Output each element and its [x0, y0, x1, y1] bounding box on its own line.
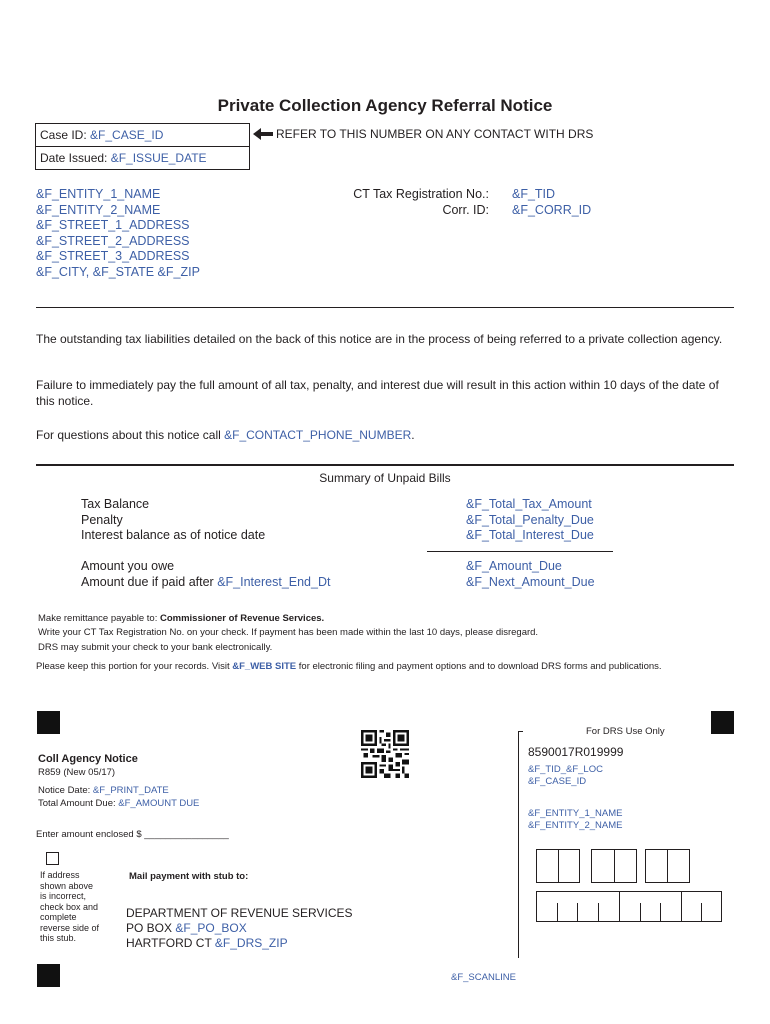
- address-line: &F_ENTITY_1_NAME: [36, 187, 161, 201]
- penalty-value: &F_Total_Penalty_Due: [466, 512, 594, 527]
- stub-entity: [528, 808, 623, 832]
- remit-prefix: Make remittance payable to:: [38, 613, 160, 624]
- remit-line-4: [36, 661, 662, 673]
- tax-reg-value: &F_TID: [512, 187, 556, 201]
- digit-divider: [660, 903, 661, 922]
- total-due-label: Total Amount Due:: [38, 798, 119, 809]
- dept-name: DEPARTMENT OF REVENUE SERVICES: [126, 906, 353, 920]
- qr-code-icon: [361, 730, 409, 778]
- address-block: [36, 187, 200, 280]
- amount-due-value: &F_Amount_Due: [466, 559, 562, 573]
- amount-owe-label: Amount you owe: [81, 559, 175, 573]
- notice-date-label: Notice Date:: [38, 785, 93, 796]
- paragraph-questions: [36, 428, 415, 443]
- digit-divider: [640, 903, 641, 922]
- scanline: &F_SCANLINE: [451, 972, 516, 983]
- summary-values: [466, 497, 594, 544]
- contact-phone: &F_CONTACT_PHONE_NUMBER: [224, 428, 412, 442]
- stub-entity-2: &F_ENTITY_2_NAME: [528, 820, 623, 831]
- case-id-label: Case ID:: [40, 128, 91, 142]
- questions-period: .: [411, 428, 415, 442]
- mail-label: Mail payment with stub to:: [129, 871, 249, 882]
- date-issued-value: &F_ISSUE_DATE: [110, 151, 207, 165]
- drs-use-border: [518, 731, 519, 958]
- drs-use-border-top: [518, 731, 523, 732]
- address-line: &F_STREET_1_ADDRESS: [36, 218, 190, 232]
- digit-divider: [598, 903, 599, 922]
- tax-amount-value: &F_Total_Tax_Amount: [466, 497, 592, 511]
- summary-amount-values: [466, 559, 595, 590]
- tax-reg-label: CT Tax Registration No.:: [353, 187, 489, 201]
- summary-subtotal-line: [427, 551, 613, 552]
- notice-date-line: [38, 785, 169, 797]
- case-id-value: &F_CASE_ID: [90, 128, 164, 142]
- registration-values: [512, 187, 591, 218]
- remit-line-1: [38, 613, 324, 625]
- address-line: &F_STREET_3_ADDRESS: [36, 249, 190, 263]
- stub-title: Coll Agency Notice: [38, 753, 138, 765]
- case-id-box: [35, 123, 250, 147]
- amount-after-label: Amount due if paid after: [81, 574, 218, 589]
- page-title: Private Collection Agency Referral Notice: [217, 96, 553, 115]
- digit-divider: [667, 849, 668, 883]
- summary-divider: [36, 464, 734, 466]
- refer-note: REFER TO THIS NUMBER ON ANY CONTACT WITH DRS: [276, 127, 594, 141]
- tax-balance-label: Tax Balance: [81, 497, 150, 511]
- remit-payee: Commissioner of Revenue Services.: [159, 613, 325, 624]
- interest-label: Interest balance as of notice date: [81, 528, 266, 542]
- digit-divider: [681, 891, 682, 922]
- digit-divider: [701, 903, 702, 922]
- drs-zip-value: &F_DRS_ZIP: [214, 936, 288, 950]
- total-due-value: &F_AMOUNT DUE: [118, 798, 200, 809]
- notice-date-value: &F_PRINT_DATE: [92, 785, 169, 796]
- checkbox-icon[interactable]: [46, 852, 59, 865]
- digit-divider: [557, 903, 558, 922]
- drs-use-label: For DRS Use Only: [586, 726, 665, 737]
- total-due-line: [38, 798, 199, 810]
- po-box-label: PO BOX: [126, 921, 176, 935]
- web-site: &F_WEB SITE: [232, 661, 297, 672]
- enter-amount-field[interactable]: Enter amount enclosed $ ________________: [36, 829, 229, 840]
- stub-form-number: R859 (New 05/17): [38, 767, 116, 778]
- remit-line-2: Write your CT Tax Registration No. on your check. If payment has been made within the last 10 days, please disregard.: [38, 627, 539, 638]
- tid-loc: [528, 764, 603, 788]
- interest-end-date: &F_Interest_End_Dt: [217, 574, 331, 589]
- tid-loc-value: &F_TID_&F_LOC: [528, 764, 603, 775]
- form-code: 8590017R019999: [528, 745, 624, 759]
- mail-address: [126, 906, 353, 951]
- interest-value: &F_Total_Interest_Due: [466, 528, 594, 542]
- date-issued-label: Date Issued:: [40, 151, 111, 165]
- registration-mark-icon: [711, 711, 734, 734]
- next-amount-due-value: &F_Next_Amount_Due: [466, 574, 595, 589]
- penalty-label: Penalty: [81, 512, 123, 527]
- digit-divider: [619, 891, 620, 922]
- summary-amount-labels: [81, 559, 330, 590]
- corr-id-label: Corr. ID:: [442, 202, 489, 217]
- divider: [36, 307, 734, 308]
- digit-divider: [577, 903, 578, 922]
- stub-entity-1: &F_ENTITY_1_NAME: [528, 808, 623, 819]
- paragraph-referral: The outstanding tax liabilities detailed on the back of this notice are in the process of being referred to a private collection agency.: [36, 332, 723, 346]
- registration-mark-icon: [37, 711, 60, 734]
- summary-heading: Summary of Unpaid Bills: [319, 471, 451, 485]
- corr-id-value: &F_CORR_ID: [512, 202, 592, 217]
- remit-line-3: DRS may submit your check to your bank electronically.: [38, 642, 273, 653]
- registration-mark-icon: [37, 964, 60, 987]
- left-arrow-icon: [253, 128, 273, 140]
- stub-case-id: &F_CASE_ID: [528, 776, 587, 787]
- registration-labels: [300, 187, 489, 218]
- amount-digit-boxes[interactable]: [536, 891, 722, 922]
- questions-text: For questions about this notice call: [36, 428, 225, 442]
- po-box-value: &F_PO_BOX: [175, 921, 247, 935]
- records-note: Please keep this portion for your records. Visit: [36, 661, 233, 672]
- summary-labels: [81, 497, 265, 544]
- city-label: HARTFORD CT: [126, 936, 215, 950]
- address-incorrect-note: If address shown above is incorrect, check box and complete reverse side of this stub.: [40, 870, 100, 943]
- address-line: &F_STREET_2_ADDRESS: [36, 233, 190, 248]
- address-line: &F_ENTITY_2_NAME: [36, 202, 161, 217]
- address-line: &F_CITY, &F_STATE &F_ZIP: [36, 264, 200, 279]
- paragraph-failure: Failure to immediately pay the full amount of all tax, penalty, and interest due will result in this action within 10 days of the date of this notice.: [36, 378, 719, 408]
- records-note-suffix: for electronic filing and payment options and to download DRS forms and publications.: [296, 661, 662, 672]
- digit-divider: [558, 849, 559, 883]
- digit-divider: [614, 849, 615, 883]
- date-issued-box: [35, 146, 250, 170]
